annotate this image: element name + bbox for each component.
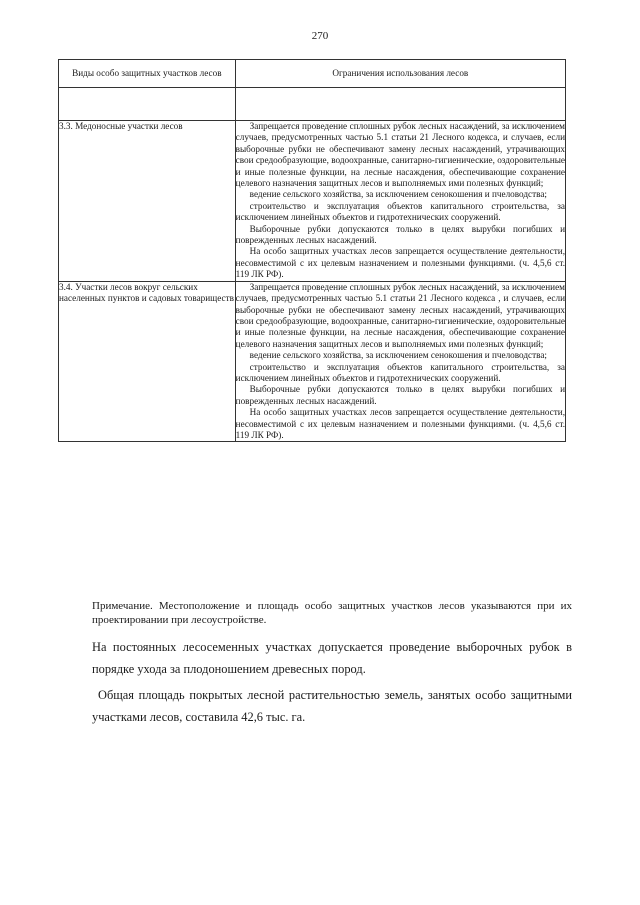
header-restrictions: Ограничения использования лесов [235, 60, 565, 88]
body-paragraph-2 [92, 684, 572, 728]
restriction-paragraph: Запрещается проведение сплошных рубок лесных насаждений, за исключением случаев, предусмотренных частью 5.1 статьи 21 Лесного кодекса , и случаев, если выборочные рубки не обеспечивают замену лесных насаждений, утрачивающих свои средообразующие, водоохранные, санитарно-гигиенические, оздоровительные и иные полезные функции, на лесные насаждения, обеспечивающие сохранение целевого назначения защитных лесов и выполняемых ими полезных функций; [235, 281, 566, 349]
restriction-cell [235, 281, 565, 442]
restriction-paragraph: ведение сельского хозяйства, за исключением сенокошения и пчеловодства; [249, 350, 547, 361]
table-note [92, 599, 572, 627]
zone-cell: 3.3. Медоносные участки лесов [59, 121, 236, 282]
restriction-paragraph: ведение сельского хозяйства, за исключением сенокошения и пчеловодства; [249, 189, 547, 200]
restriction-paragraph: строительство и эксплуатация объектов капитального строительства, за исключением линейных объектов и гидротехнических сооружений. [235, 200, 565, 223]
table-row-empty [59, 88, 566, 121]
table-row [59, 121, 566, 282]
restriction-paragraph: Выборочные рубки допускаются только в целях вырубки погибших и поврежденных лесных насаждений. [235, 223, 565, 246]
page-number: 270 [311, 30, 329, 42]
empty-cell [235, 88, 565, 121]
table-header-row [59, 60, 566, 88]
body-paragraph-text: На постоянных лесосеменных участках допускается проведение выборочных рубок в порядке ухода за плодоношением древесных пород. [92, 640, 572, 676]
forest-restrictions-table [58, 59, 566, 442]
restriction-paragraph: На особо защитных участках лесов запрещается осуществление деятельности, несовместимой с их целевым назначением и полезными функциями. (ч. 4,5,6 ст. 119 ЛК РФ). [235, 246, 565, 280]
empty-cell [59, 88, 236, 121]
restriction-paragraph: Запрещается проведение сплошных рубок лесных насаждений, за исключением случаев, предусмотренных частью 5.1 статьи 21 Лесного кодекса, и случаев, если выборочные рубки не обеспечивают замену лесных насаждений, утрачивающих свои средообразующие, водоохранные, санитарно-гигиенические, оздоровительные и иные полезные функции, на лесные насаждения, обеспечивающие сохранение целевого назначения защитных лесов и выполняемых ими полезных функций; [235, 121, 566, 189]
body-paragraph-1 [92, 636, 572, 680]
note-text: Примечание. Местоположение и площадь особо защитных участков лесов указываются при их проектировании при лесоустройстве. [92, 600, 572, 626]
restriction-cell [235, 121, 565, 282]
restriction-paragraph: Выборочные рубки допускаются только в целях вырубки погибших и поврежденных лесных насаждений. [235, 384, 565, 406]
body-paragraph-text: Общая площадь покрытых лесной растительностью земель, занятых особо защитными участками лесов, составила 42,6 тыс. га. [92, 688, 572, 724]
restriction-paragraph: строительство и эксплуатация объектов капитального строительства, за исключением линейных объектов и гидротехнических сооружений. [235, 361, 565, 383]
zone-cell: 3.4. Участки лесов вокруг сельских населенных пунктов и садовых товариществ [59, 281, 236, 442]
header-zone-types: Виды особо защитных участков лесов [59, 60, 236, 88]
table-row [59, 281, 566, 442]
restriction-paragraph: На особо защитных участках лесов запрещается осуществление деятельности, несовместимой с их целевым назначением и полезными функциями. (ч. 4,5,6 ст. 119 ЛК РФ). [235, 407, 565, 440]
